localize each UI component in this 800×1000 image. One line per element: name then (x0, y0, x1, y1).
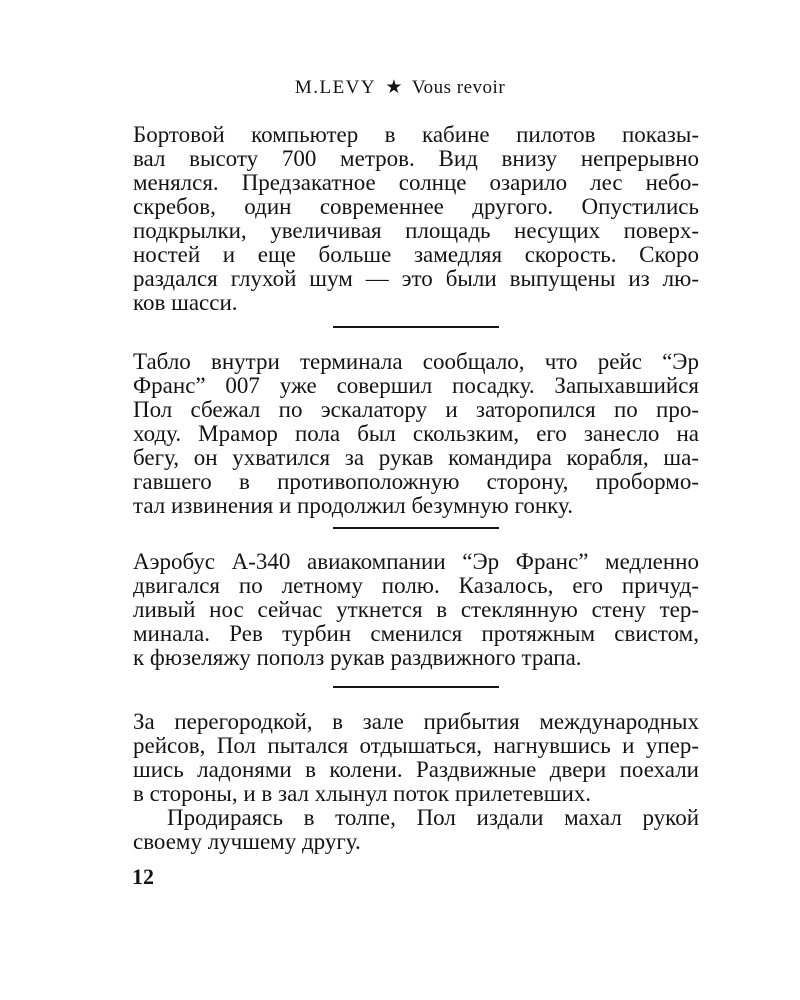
header-title: Vous revoir (411, 77, 506, 98)
section-divider (333, 527, 499, 529)
paragraph-4 (133, 710, 699, 854)
text-line: бегу, он ухватился за рукав командира корабля, ша- (133, 445, 699, 470)
text-line: Продираясь в толпе, Пол издали махал рукой (167, 805, 699, 830)
text-line: скребов, один современнее другого. Опустились (133, 194, 699, 219)
page-number: 12 (132, 864, 154, 889)
text-line: к фюзеляжу пополз рукав раздвижного трапа. (133, 645, 582, 670)
star-icon: ★ (385, 77, 403, 98)
text-line: Бортовой компьютер в кабине пилотов показы- (133, 122, 699, 147)
text-line: ностей и еще больше замедляя скорость. Скоро (133, 242, 699, 267)
section-divider (333, 686, 499, 688)
paragraph-2 (133, 350, 699, 518)
text-line: Аэробус А-340 авиакомпании “Эр Франс” медленно (133, 549, 699, 574)
text-line: ков шасси. (133, 290, 238, 315)
text-line: менялся. Предзакатное солнце озарило лес небо- (133, 170, 699, 195)
text-line: вал высоту 700 метров. Вид внизу непрерывно (133, 146, 699, 171)
text-line: рейсов, Пол пытался отдышаться, нагнувшись и упер- (133, 733, 699, 758)
text-line: своему лучшему другу. (133, 829, 361, 854)
text-line: двигался по летному полю. Казалось, его причуд- (133, 573, 699, 598)
paragraph-1 (133, 123, 699, 315)
text-line: шись ладонями в колени. Раздвижные двери поехали (133, 757, 699, 782)
header-author: M.LEVY (294, 77, 377, 98)
text-line: минала. Рев турбин сменился протяжным свистом, (133, 621, 699, 646)
text-line: ходу. Мрамор пола был скользким, его занесло на (133, 421, 699, 446)
text-line: За перегородкой, в зале прибытия международных (133, 709, 699, 734)
section-divider (333, 326, 499, 328)
text-line: раздался глухой шум — это были выпущены из лю- (133, 266, 699, 291)
text-line: Франс” 007 уже совершил посадку. Запыхавшийся (133, 373, 699, 398)
text-line: гавшего в противоположную сторону, пробормо- (133, 469, 699, 494)
text-line: ливый нос сейчас уткнется в стеклянную стену тер- (133, 597, 699, 622)
text-line: в стороны, и в зал хлынул поток прилетевших. (133, 781, 592, 806)
text-line: тал извинения и продолжил безумную гонку. (133, 493, 573, 518)
text-line: Табло внутри терминала сообщало, что рейс “Эр (133, 349, 699, 374)
paragraph-3 (133, 550, 699, 670)
text-line: Пол сбежал по эскалатору и заторопился по про- (133, 397, 699, 422)
text-line: подкрылки, увеличивая площадь несущих поверх- (133, 218, 699, 243)
running-header (0, 76, 800, 99)
